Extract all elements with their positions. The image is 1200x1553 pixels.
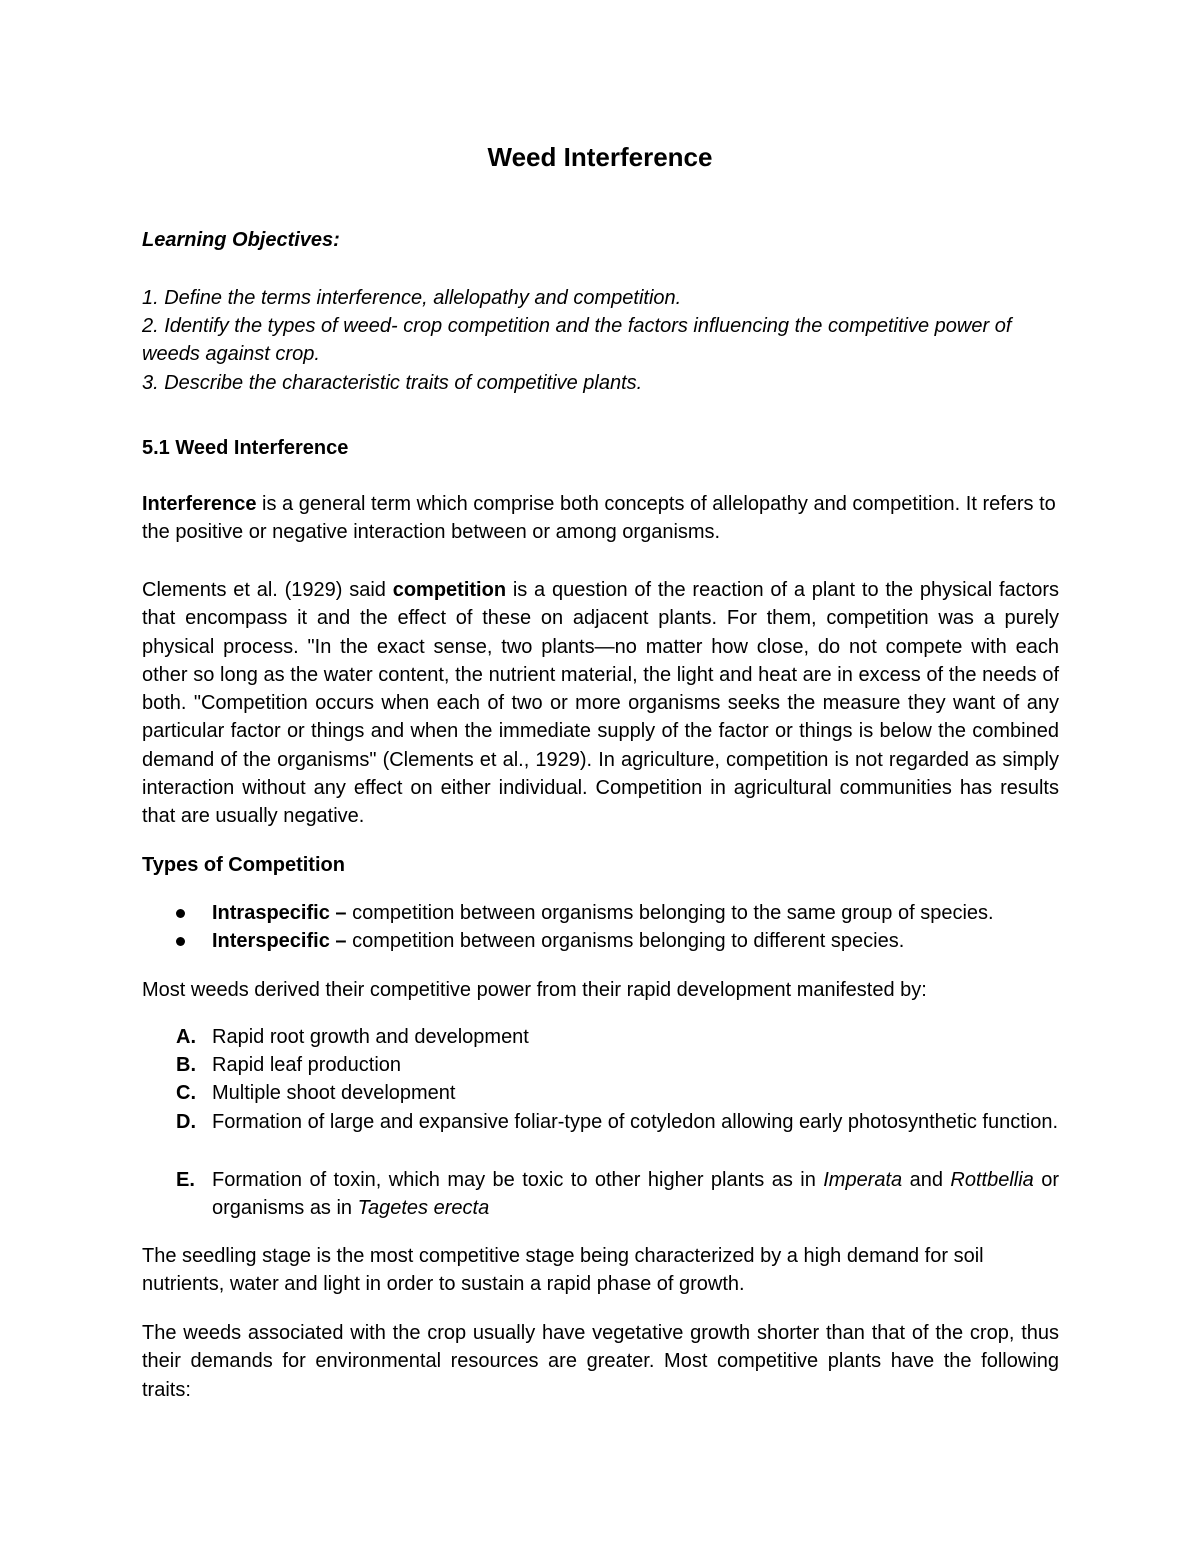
- list-text: Formation of toxin, which may be toxic to other higher plants as in Imperata and Rottbellia or organisms as in Tagetes erecta: [212, 1169, 1060, 1220]
- section-heading: 5.1 Weed Interference: [142, 437, 349, 459]
- list-text: Rapid leaf production: [212, 1054, 402, 1076]
- objective-item: 3. Describe the characteristic traits of competitive plants.: [142, 372, 643, 394]
- rapid-development-intro: Most weeds derived their competitive power from their rapid development manifested by:: [142, 979, 927, 1001]
- interference-paragraph: [142, 490, 1059, 547]
- list-item: [142, 1108, 1059, 1136]
- type-text: competition between organisms belonging to different species.: [346, 930, 905, 952]
- list-letter: E.: [176, 1169, 195, 1191]
- list-text: Rapid root growth and development: [212, 1026, 529, 1048]
- seedling-paragraph: The seedling stage is the most competitive stage being characterized by a high demand for soil nutrients, water and light in order to sustain a rapid phase of growth.: [142, 1245, 984, 1296]
- type-text: competition between organisms belonging to the same group of species.: [346, 902, 994, 924]
- list-item: [142, 899, 1059, 927]
- clements-lead: Clements et al. (1929) said: [142, 579, 393, 601]
- list-letter: B.: [176, 1054, 196, 1076]
- bullet-icon: [176, 937, 185, 946]
- species-name: Imperata: [823, 1169, 903, 1191]
- list-letter: D.: [176, 1111, 196, 1133]
- list-text: Formation of large and expansive foliar-type of cotyledon allowing early photosynthetic function.: [212, 1111, 1059, 1133]
- type-term: Interspecific –: [212, 930, 347, 952]
- type-term: Intraspecific –: [212, 902, 347, 924]
- competition-term: competition: [392, 579, 507, 601]
- list-letter: A.: [176, 1026, 196, 1048]
- species-name: Rottbellia: [950, 1169, 1034, 1191]
- objectives-heading: Learning Objectives:: [142, 229, 340, 251]
- list-letter: C.: [176, 1082, 196, 1104]
- list-item: [142, 1166, 1059, 1223]
- objective-item: 1. Define the terms interference, allelopathy and competition.: [142, 287, 682, 309]
- interference-term: Interference: [142, 493, 257, 515]
- types-heading: Types of Competition: [142, 854, 345, 876]
- bullet-icon: [176, 909, 185, 918]
- page-title: Weed Interference: [487, 142, 713, 172]
- objective-item: 2. Identify the types of weed- crop competition and the factors influencing the competitive power of weeds against crop.: [142, 315, 1012, 366]
- species-name: Tagetes erecta: [357, 1197, 490, 1220]
- clements-paragraph: [142, 576, 1059, 831]
- list-item: [142, 1079, 1059, 1107]
- clements-text: is a question of the reaction of a plant to the physical factors that encompass it and the effect of these on adjacent plants. For them, competition was a purely physical process. "In the exact sense, two plants—no matter how close, do not compete with each other so long as the water content, the nutrient material, the light and heat are in excess of the needs of both. "Competition occurs when each of two or more organisms seeks the measure they want of any particular factor or things and when the immediate supply of the factor or things is below the combined demand of the organisms" (Clements et al., 1929). In agriculture, competition is not regarded as simply interaction without any effect on either individual. Competition in agricultural communities has results that are usually negative.: [142, 579, 1059, 828]
- list-text: Multiple shoot development: [212, 1082, 456, 1104]
- weeds-paragraph: The weeds associated with the crop usually have vegetative growth shorter than that of the crop, thus their demands for environmental resources are greater. Most competitive plants have the following traits:: [142, 1322, 1059, 1401]
- list-item: [142, 1051, 1059, 1079]
- interference-text: is a general term which comprise both concepts of allelopathy and competition. It refers to the positive or negative interaction between or among organisms.: [142, 493, 1056, 544]
- list-item: [142, 1023, 1059, 1051]
- list-item: [142, 927, 1059, 955]
